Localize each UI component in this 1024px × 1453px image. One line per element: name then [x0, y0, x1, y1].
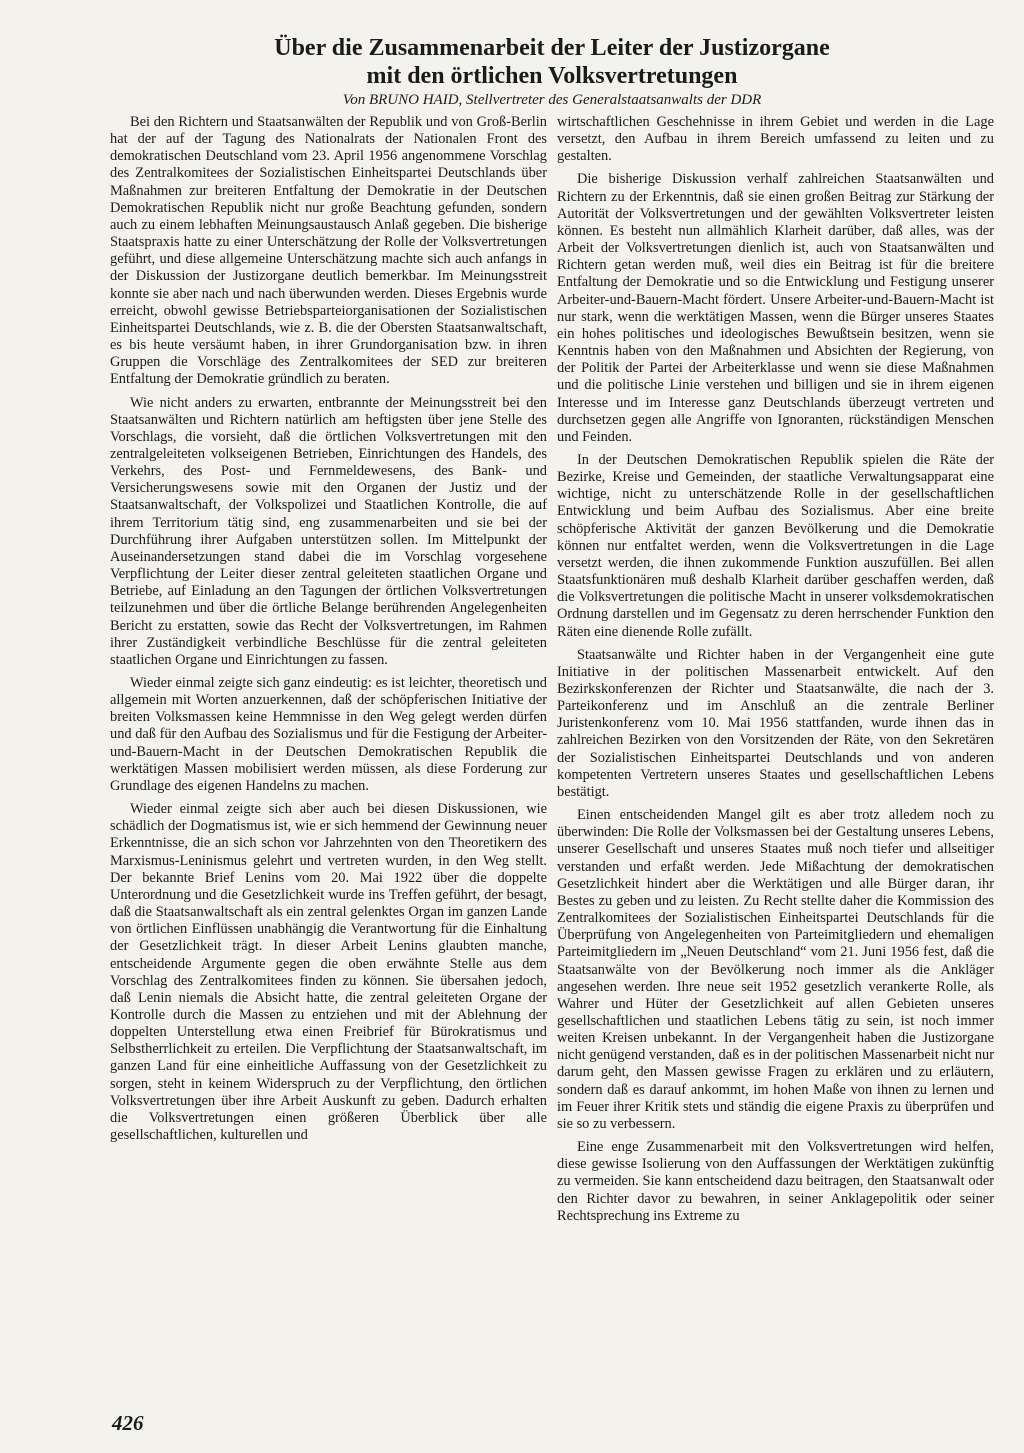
paragraph: Bei den Richtern und Staatsanwälten der Republik und von Groß-Berlin hat der auf der Tagung des Nationalrats der Nationalen Front des demokratischen Deutschland vom 23. April 1956 angenommene Vorschlag des Zentralkomitees der Sozialistischen Einheitspartei Deutschlands über Maßnahmen zur breiteren Entfaltung der Demokratie in der Deutschen Demokratischen Republik nicht nur große Beachtung gefunden, sondern auch zu einem lebhaften Meinungsaustausch Anlaß gegeben. Die bisherige Staatspraxis hatte zu einer Unterschätzung der Rolle der Volksvertretungen geführt, und diese allgemeine Unterschätzung machte sich auch anfangs in der Diskussion der Justizorgane deutlich bemerkbar. Im Meinungsstreit konnte sie aber nach und nach überwunden werden. Dieses Ergebnis wurde erreicht, obwohl gewisse Betriebsparteiorganisationen der Sozialistischen Einheitspartei Deutschlands, wie z. B. die der Obersten Staatsanwaltschaft, es bis heute versäumt haben, in ihrer Grundorganisation bzw. in ihren Gruppen die Vorschläge des Zentralkomitees der SED zur breiteren Entfaltung der Demokratie gründlich zu beraten. — [110, 114, 547, 388]
paragraph: Einen entscheidenden Mangel gilt es aber trotz alledem noch zu überwinden: Die Rolle der Volksmassen bei der Gestaltung unseres Lebens, unserer Gesellschaft und unseres Staates muß noch tiefer und allseitiger verstanden und erfaßt werden. Jede Mißachtung der demokratischen Gesetzlichkeit hindert aber die Werktätigen und alle Bürger daran, ihr Bestes zu geben und zu leisten. Zu Recht stellte daher die Kommission des Zentralkomitees der Sozialistischen Einheitspartei Deutschlands für die Überprüfung von Angelegenheiten von Parteimitgliedern und ehemaligen Parteimitgliedern im „Neuen Deutschland“ vom 21. Juni 1956 fest, daß die Staatsanwälte von der Bevölkerung noch immer als die Ankläger angesehen werden. Ihre neue seit 1952 gesetzlich verankerte Rolle, als Wahrer und Hüter der Gesetzlichkeit auf allen Gebieten unseres gesellschaftlichen und staatlichen Lebens tätig zu sein, ist noch immer weiten Kreisen unbekannt. In der Vergangenheit haben die Justizorgane nicht genügend verstanden, daß es in der politischen Massenarbeit nicht nur darum geht, den Massen gewisse Fragen zu erklären und zu erläutern, sondern daß es darauf ankommt, im hohen Maße von ihnen zu lernen und im Feuer ihrer Kritik stets und ständig die eigene Praxis zu überprüfen und sie so zu verbessern. — [557, 807, 994, 1132]
title-line-1: Über die Zusammenarbeit der Leiter der Justizorgane — [274, 35, 830, 61]
paragraph: Staatsanwälte und Richter haben in der Vergangenheit eine gute Initiative in der politischen Massenarbeit entwickelt. Auf den Bezirkskonferenzen der Richter und Staatsanwälte, die nach der 3. Parteikonferenz und im Anschluß an die zentrale Berliner Juristenkonferenz vom 10. Mai 1956 stattfanden, wurde ihnen das in zahlreichen Bezirken von den Vorsitzenden der Räte, von den Sekretären der Sozialistischen Einheitspartei Deutschlands und von anderen kompetenten Vertretern unseres Staates und gesellschaftlichen Lebens bestätigt. — [557, 646, 994, 800]
paragraph: Wieder einmal zeigte sich ganz eindeutig: es ist leichter, theoretisch und allgemein mit Worten anzuerkennen, daß der schöpferischen Initiative der breiten Volksmassen keine Hemmnisse in den Weg gelegt werden dürfen und daß für den Aufbau des Sozialismus und für die Festigung der Arbeiter-und-Bauern-Macht in der Deutschen Demokratischen Republik die werktätigen Massen mobilisiert werden müssen, als diese Forderung zur Grundlage des eigenen Handelns zu machen. — [110, 675, 547, 794]
title-line-2: mit den örtlichen Volksvertretungen — [366, 63, 738, 89]
article-byline: Von BRUNO HAID, Stellvertreter des Generalstaatsanwalts der DDR — [342, 92, 762, 108]
paragraph: Wieder einmal zeigte sich aber auch bei diesen Diskussionen, wie schädlich der Dogmatismus ist, wie er sich hemmend der Gewinnung neuer Erkenntnisse, die an sich schon vor Jahrzehnten von den Theoretikern des Marxismus-Leninismus gelehrt und vertreten wurden, in den Weg stellt. Der bekannte Brief Lenins vom 20. Mai 1922 über die doppelte Unterordnung und die Gesetzlichkeit wurde ins Treffen geführt, der besagt, daß die Staatsanwaltschaft als ein zentral gelenktes Organ im ganzen Lande von örtlichen Einflüssen unabhängig die Verantwortung für die Einhaltung der Gesetzlichkeit trägt. In dieser Arbeit Lenins glaubten manche, entscheidende Argumente gegen die oben erwähnte Stelle aus dem Vorschlag des Zentralkomitees finden zu können. Sie übersahen jedoch, daß Lenin niemals die Absicht hatte, die zentral geleiteten Organe der Kontrolle durch die Massen zu entziehen und mit der Ablehnung der doppelten Unterstellung etwa einen Freibrief für Bürokratismus und Selbstherrlichkeit zu erteilen. Die Verpflichtung der Staatsanwaltschaft, im ganzen Land für eine einheitliche Auffassung von der Gesetzlichkeit zu sorgen, steht in keinem Widerspruch zu der Verpflichtung, den örtlichen Volksvertretungen über ihre Arbeit Auskunft zu geben. Dadurch erhalten die Volksvertretungen einen größeren Überblick über alle gesellschaftlichen, kulturellen und — [110, 801, 547, 1144]
paragraph: Wie nicht anders zu erwarten, entbrannte der Meinungsstreit bei den Staatsanwälten und Richtern natürlich am heftigsten über jene Stelle des Vorschlags, die vorsieht, daß die örtlichen Volksvertretungen mit den zentralgeleiteten volkseigenen Betrieben, Einrichtungen des Handels, des Verkehrs, des Post- und Fernmeldewesens, des Bank- und Versicherungswesens sowie mit den Organen der Justiz und der Staatsanwaltschaft, der Volkspolizei und Staatlichen Kontrolle, die auf ihrem Territorium tätig sind, eng zusammenarbeiten und sie bei der Durchführung ihrer Aufgaben unterstützen sollen. Im Mittelpunkt der Auseinandersetzungen stand dabei die im Vorschlag vorgesehene Verpflichtung der Leiter dieser zentral geleiteten staatlichen Organe und Betriebe, auf Einladung an den Tagungen der örtlichen Volksvertretungen teilzunehmen und über die örtliche Belange berührenden Angelegenheiten Bericht zu erstatten, sowie das Recht der Volksvertretungen, im Rahmen ihrer Zuständigkeit verbindliche Beschlüsse für die zentral geleiteten staatlichen Organe und Einrichtungen zu fassen. — [110, 394, 547, 668]
paragraph: In der Deutschen Demokratischen Republik spielen die Räte der Bezirke, Kreise und Gemeinden, der staatliche Verwaltungsapparat eine wichtige, nicht zu unterschätzende Rolle in der gesellschaftlichen Entwicklung und beim Aufbau des Sozialismus. Aber eine breite schöpferische Aktivität der ganzen Bevölkerung und die Demokratie können nur entfaltet werden, wenn die Volksvertretungen in die Lage versetzt werden, die ihnen zukommende Funktion auszufüllen. Bei allen Staatsfunktionären muß deshalb Klarheit darüber geschaffen werden, daß die Volksvertretungen die politische Macht in unserer volksdemokratischen Ordnung darstellen und im Gegensatz zu deren herrschender Funktion den Räten eine dienende Rolle zufällt. — [557, 451, 994, 640]
page-number: 426 — [112, 1411, 144, 1435]
paragraph: Die bisherige Diskussion verhalf zahlreichen Staatsanwälten und Richtern zu der Erkenntnis, daß sie einen großen Beitrag zur Stärkung der Autorität der Volksvertretungen und der gewählten Volksvertreter leisten können. Es besteht nun allmählich Klarheit darüber, daß alles, was der Arbeit der Volksvertretungen dienlich ist, auch von Staatsanwälten und Richtern getan werden muß, weil dies ein Beitrag ist für die breitere Entfaltung der Demokratie und so die Entwicklung und Festigung unserer Arbeiter-und-Bauern-Macht fördert. Unsere Arbeiter-und-Bauern-Macht ist nur stark, wenn die werktätigen Massen, wenn die Bürger unseres Staates ein hohes politisches und ideologisches Bewußtsein besitzen, wenn sie Kenntnis haben von den Maßnahmen und Absichten der Regierung, von der Politik der Partei der Arbeiterklasse und wenn sie diese Maßnahmen und die politische Linie verstehen und billigen und sie in ihrem eigenen Interesse und im Interesse ganz Deutschlands überzeugt vertreten und durchsetzen gegen alle Angriffe von Ignoranten, rückständigen Menschen und Feinden. — [557, 171, 994, 445]
column-right — [557, 114, 994, 1384]
paragraph: Eine enge Zusammenarbeit mit den Volksvertretungen wird helfen, diese gewisse Isolierung von den Auffassungen der Werktätigen zukünftig zu vermeiden. Sie kann entscheidend dazu beitragen, den Staatsanwalt oder den Richter davor zu bewahren, in seiner Anklagepolitik oder seiner Rechtsprechung ins Extreme zu — [557, 1139, 994, 1224]
article-title — [110, 34, 994, 90]
paragraph-continued: wirtschaftlichen Geschehnisse in ihrem Gebiet und werden in die Lage versetzt, den Aufbau in ihrem Bereich umfassend zu leiten und zu gestalten. — [557, 114, 994, 165]
article-body — [110, 114, 994, 1384]
column-left — [110, 114, 547, 1384]
